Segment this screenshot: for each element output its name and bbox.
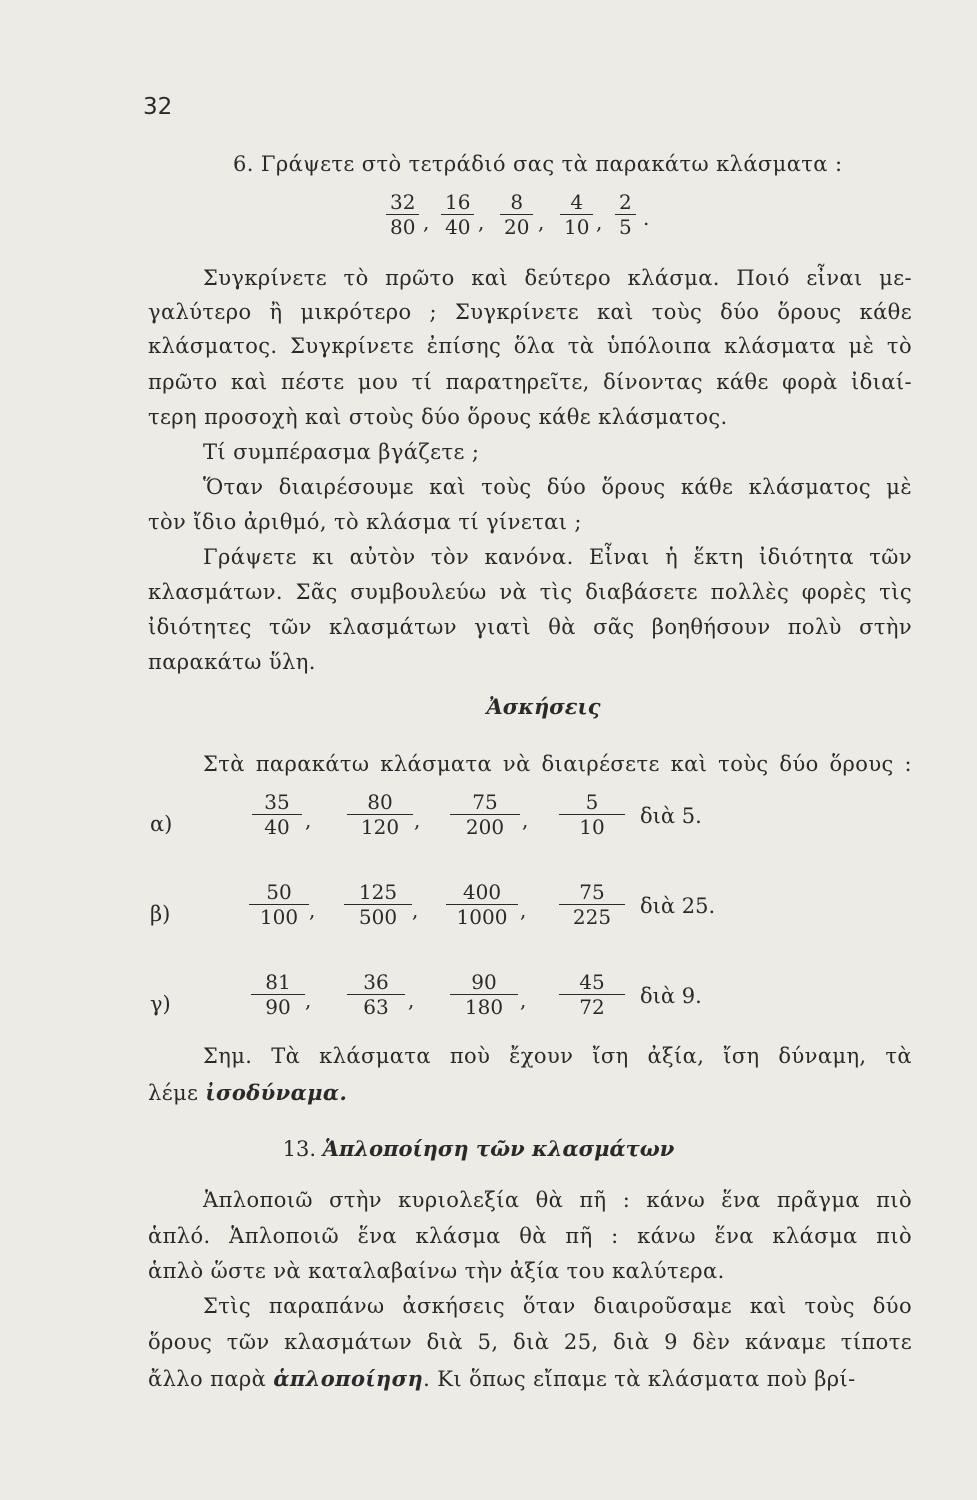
denominator: 5: [615, 214, 636, 239]
comma: ,: [423, 210, 430, 234]
last-bold-term: ἁπλοποίηση: [273, 1366, 424, 1391]
note-bold-term: ἰσοδύναμα.: [205, 1080, 348, 1105]
note-prefix: λέμε: [148, 1081, 206, 1105]
comma: ,: [305, 988, 312, 1012]
row-label: α): [150, 812, 173, 836]
note-line-2: [148, 1080, 347, 1105]
last-suffix: . Κι ὅπως εἴπαμε τὰ κλάσματα ποὺ βρί-: [423, 1367, 856, 1391]
text-line-last: [148, 1366, 856, 1391]
denominator: 10: [560, 214, 593, 239]
row-label: γ): [150, 992, 171, 1016]
section13-heading: [0, 1136, 967, 1161]
numerator: 45: [579, 970, 605, 994]
fraction: [560, 970, 624, 1019]
comma: ,: [408, 988, 415, 1012]
numerator: 16: [445, 190, 471, 214]
numerator: 75: [579, 880, 605, 904]
numerator: 5: [585, 790, 599, 814]
fraction: [615, 190, 636, 239]
exercises-heading: [55, 694, 977, 719]
comma: ,: [305, 808, 312, 832]
comma: ,: [538, 210, 545, 234]
comma: ,: [522, 808, 529, 832]
fraction: [560, 790, 624, 839]
section13-title: Ἁπλοποίηση τῶν κλασμάτων: [322, 1136, 675, 1161]
fraction: [450, 790, 520, 839]
fraction: [450, 970, 518, 1019]
comma: ,: [414, 808, 421, 832]
text-line: ἰδιότητες τῶν κλασμάτων γιατὶ θὰ σᾶς βοηθήσουν πολὺ στὴν: [148, 615, 912, 639]
denominator: 40: [441, 214, 474, 239]
text-line: τερη προσοχὴ καὶ στοὺς δύο ὅρους κάθε κλάσματος.: [148, 405, 728, 429]
text-line: παρακάτω ὕλη.: [148, 650, 316, 674]
fraction: [348, 970, 404, 1019]
numerator: 81: [265, 970, 291, 994]
fraction: [446, 880, 518, 929]
fraction: [252, 790, 302, 839]
divisor: διὰ 25.: [640, 894, 716, 918]
last-prefix: ἄλλο παρὰ: [148, 1367, 274, 1391]
text-line: πρῶτο καὶ πέστε μου τί παρατηρεῖτε, δίνοντας κάθε φορὰ ἰδιαί-: [148, 370, 912, 394]
numerator: 90: [471, 970, 497, 994]
numerator: 2: [619, 190, 632, 214]
fraction: [560, 880, 624, 929]
text-line: Τί συμπέρασμα βγάζετε ;: [203, 440, 480, 464]
denominator: 10: [559, 814, 625, 839]
comma: ,: [478, 210, 485, 234]
denominator: 90: [251, 994, 305, 1019]
exercises-heading-text: Ἀσκήσεις: [486, 694, 601, 719]
fraction: [250, 880, 308, 929]
comma: ,: [596, 210, 603, 234]
denominator: 100: [249, 904, 309, 929]
page-number: 32: [143, 94, 173, 120]
fraction: [500, 190, 533, 239]
denominator: 180: [450, 994, 518, 1019]
numerator: 32: [390, 190, 416, 214]
comma: ,: [309, 898, 316, 922]
text-line: τὸν ἴδιο ἀριθμό, τὸ κλάσμα τί γίνεται ;: [148, 510, 582, 534]
text-line: ἁπλό. Ἁπλοποιῶ ἕνα κλάσμα θὰ πῆ : κάνω ἕνα κλάσμα πιὸ: [148, 1224, 912, 1248]
denominator: 120: [347, 814, 413, 839]
text-line: Ἁπλοποιῶ στὴν κυριολεξία θὰ πῆ : κάνω ἕνα πρᾶγμα πιὸ: [203, 1188, 912, 1212]
comma: ,: [412, 898, 419, 922]
text-line: Ὅταν διαιρέσουμε καὶ τοὺς δύο ὅρους κάθε κλάσματος μὲ: [203, 475, 912, 499]
numerator: 36: [363, 970, 389, 994]
denominator: 80: [386, 214, 419, 239]
fraction: [344, 880, 412, 929]
text-line: Συγκρίνετε τὸ πρῶτο καὶ δεύτερο κλάσμα. Ποιό εἶναι με-: [203, 266, 912, 290]
divisor: διὰ 5.: [640, 804, 702, 828]
numerator: 4: [570, 190, 584, 214]
section13-number: 13.: [282, 1137, 323, 1161]
period: .: [643, 206, 650, 230]
fraction: [386, 190, 419, 239]
divisor: διὰ 9.: [640, 984, 702, 1008]
denominator: 20: [500, 214, 533, 239]
comma: ,: [520, 898, 527, 922]
numerator: 80: [367, 790, 393, 814]
exercises-instruction: Στὰ παρακάτω κλάσματα νὰ διαιρέσετε καὶ τοὺς δύο ὅρους :: [203, 752, 912, 776]
fraction: [348, 790, 412, 839]
denominator: 500: [344, 904, 412, 929]
denominator: 72: [559, 994, 625, 1019]
note-line: Σημ. Τὰ κλάσματα ποὺ ἔχουν ἴση ἀξία, ἴση δύναμη, τὰ: [203, 1044, 912, 1068]
denominator: 1000: [446, 904, 518, 929]
text-line: Γράψετε κι αὐτὸν τὸν κανόνα. Εἶναι ἡ ἕκτη ἰδιότητα τῶν: [203, 545, 912, 569]
exercise6-intro: 6. Γράψετε στὸ τετράδιό σας τὰ παρακάτω κλάσματα :: [233, 152, 843, 176]
text-line: κλασμάτων. Σᾶς συμβουλεύω νὰ τὶς διαβάσετε πολλὲς φορὲς τὶς: [148, 580, 912, 604]
row-label: β): [150, 902, 171, 926]
text-line: ὅρους τῶν κλασμάτων διὰ 5, διὰ 25, διὰ 9 δὲν κάναμε τίποτε: [148, 1330, 912, 1354]
text-line: Στὶς παραπάνω ἀσκήσεις ὅταν διαιροῦσαμε καὶ τοὺς δύο: [203, 1294, 912, 1318]
numerator: 125: [358, 880, 398, 904]
text-line: ἁπλὸ ὥστε νὰ καταλαβαίνω τὴν ἀξία του καλύτερα.: [148, 1259, 725, 1283]
numerator: 8: [510, 190, 524, 214]
fraction: [560, 190, 593, 239]
numerator: 400: [462, 880, 502, 904]
denominator: 40: [252, 814, 302, 839]
fraction: [441, 190, 474, 239]
fraction: [252, 970, 304, 1019]
denominator: 63: [347, 994, 405, 1019]
numerator: 75: [472, 790, 498, 814]
denominator: 200: [450, 814, 520, 839]
numerator: 50: [266, 880, 292, 904]
comma: ,: [520, 988, 527, 1012]
text-line: κλάσματος. Συγκρίνετε ἐπίσης ὅλα τὰ ὑπόλοιπα κλάσματα μὲ τὸ: [148, 334, 912, 358]
numerator: 35: [264, 790, 290, 814]
denominator: 225: [559, 904, 625, 929]
text-line: γαλύτερο ἢ μικρότερο ; Συγκρίνετε καὶ τοὺς δύο ὅρους κάθε: [148, 300, 912, 324]
